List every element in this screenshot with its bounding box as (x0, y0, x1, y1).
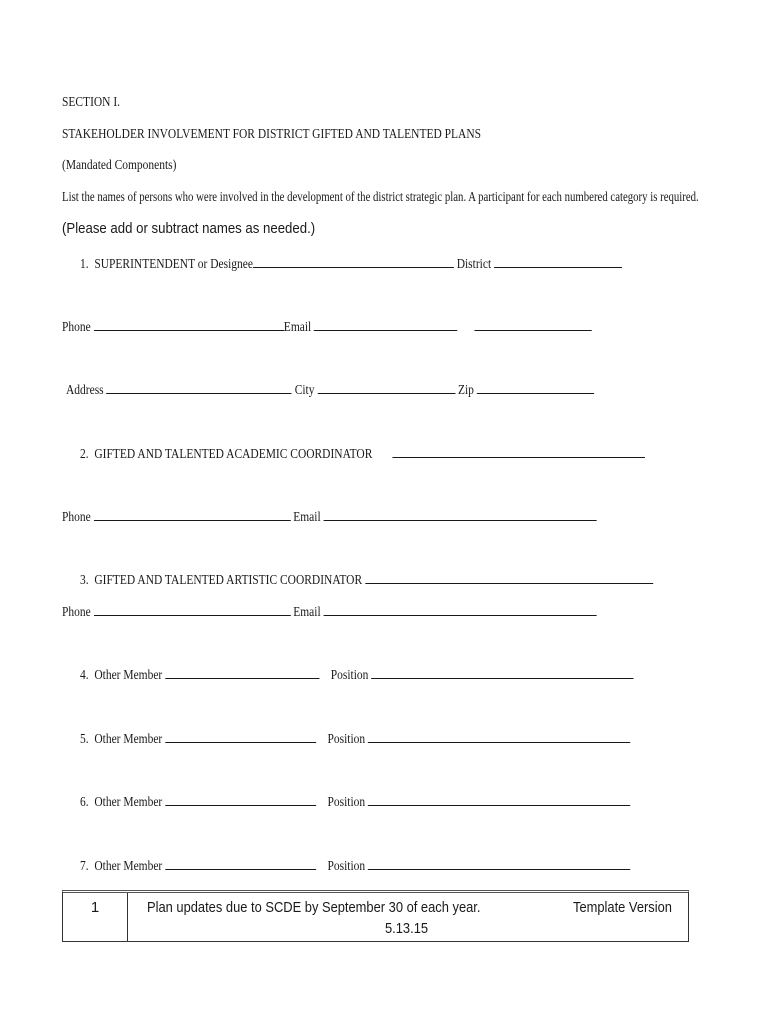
item-5-position-label: Position (327, 732, 366, 747)
email-label: Email (293, 510, 321, 525)
item-6-row (80, 792, 751, 812)
section-label: SECTION I. (62, 95, 121, 110)
item-4-number: 4. (80, 668, 89, 683)
phone-field-3[interactable] (94, 602, 291, 616)
template-date: 5.13.15 (385, 920, 429, 937)
district-label: District (456, 257, 492, 272)
item-3-phone-row (62, 602, 714, 622)
item-5-row (80, 729, 751, 749)
city-field[interactable] (317, 380, 455, 394)
item-4-row (80, 665, 755, 685)
member-6-position-field[interactable] (368, 792, 630, 806)
extra-field-1[interactable] (475, 317, 592, 331)
item-5-label: Other Member (94, 732, 163, 747)
district-field[interactable] (494, 254, 622, 268)
member-4-position-field[interactable] (371, 665, 633, 679)
item-2-phone-row (62, 507, 714, 527)
member-7-name-field[interactable] (165, 856, 316, 870)
member-4-name-field[interactable] (165, 665, 319, 679)
item-7-label: Other Member (94, 859, 163, 874)
page-heading: STAKEHOLDER INVOLVEMENT FOR DISTRICT GIFTED AND TALENTED PLANS (62, 127, 481, 142)
item-7-row (80, 856, 751, 876)
item-1-label: SUPERINTENDENT or Designee (94, 257, 253, 272)
item-3-row (80, 570, 770, 590)
page-number: 1 (63, 893, 128, 941)
city-label: City (294, 383, 315, 398)
item-1-number: 1. (80, 257, 89, 272)
email-field-2[interactable] (324, 507, 597, 521)
item-6-label: Other Member (94, 795, 163, 810)
phone-label: Phone (62, 320, 91, 335)
item-3-number: 3. (80, 573, 89, 588)
member-5-name-field[interactable] (165, 729, 316, 743)
footer-text: Plan updates due to SCDE by September 30 of each year. (147, 899, 481, 916)
item-1-address-row (66, 380, 710, 400)
member-7-position-field[interactable] (368, 856, 630, 870)
item-1-phone-row (62, 317, 708, 337)
academic-coordinator-field[interactable] (392, 444, 645, 458)
item-4-label: Other Member (94, 668, 163, 683)
instructions: List the names of persons who were involved in the development of the district strategic plan. A participant for each numbered category is required. (62, 190, 699, 205)
template-version-label: Template Version (573, 899, 672, 916)
item-7-number: 7. (80, 859, 89, 874)
item-2-number: 2. (80, 447, 89, 462)
subheading: (Mandated Components) (62, 158, 177, 173)
member-5-position-field[interactable] (368, 729, 630, 743)
note: (Please add or subtract names as needed.) (62, 220, 316, 237)
email-field-1[interactable] (314, 317, 458, 331)
email-label: Email (283, 320, 312, 335)
member-6-name-field[interactable] (165, 792, 316, 806)
phone-label: Phone (62, 510, 91, 525)
artistic-coordinator-field[interactable] (365, 570, 653, 584)
item-3-label: GIFTED AND TALENTED ARTISTIC COORDINATOR (94, 573, 363, 588)
item-7-position-label: Position (327, 859, 366, 874)
item-1-row (80, 254, 741, 274)
item-2-row (80, 444, 769, 464)
zip-field[interactable] (477, 380, 594, 394)
phone-field-2[interactable] (94, 507, 291, 521)
email-field-3[interactable] (324, 602, 597, 616)
address-label: Address (66, 383, 104, 398)
zip-label: Zip (457, 383, 474, 398)
item-4-position-label: Position (330, 668, 369, 683)
superintendent-name-field[interactable] (253, 254, 454, 268)
address-field[interactable] (107, 380, 292, 394)
item-5-number: 5. (80, 732, 89, 747)
item-6-number: 6. (80, 795, 89, 810)
email-label: Email (293, 605, 321, 620)
phone-field-1[interactable] (94, 317, 284, 331)
item-2-label: GIFTED AND TALENTED ACADEMIC COORDINATOR (94, 447, 373, 462)
item-6-position-label: Position (327, 795, 366, 810)
page-footer (62, 890, 689, 942)
phone-label: Phone (62, 605, 91, 620)
